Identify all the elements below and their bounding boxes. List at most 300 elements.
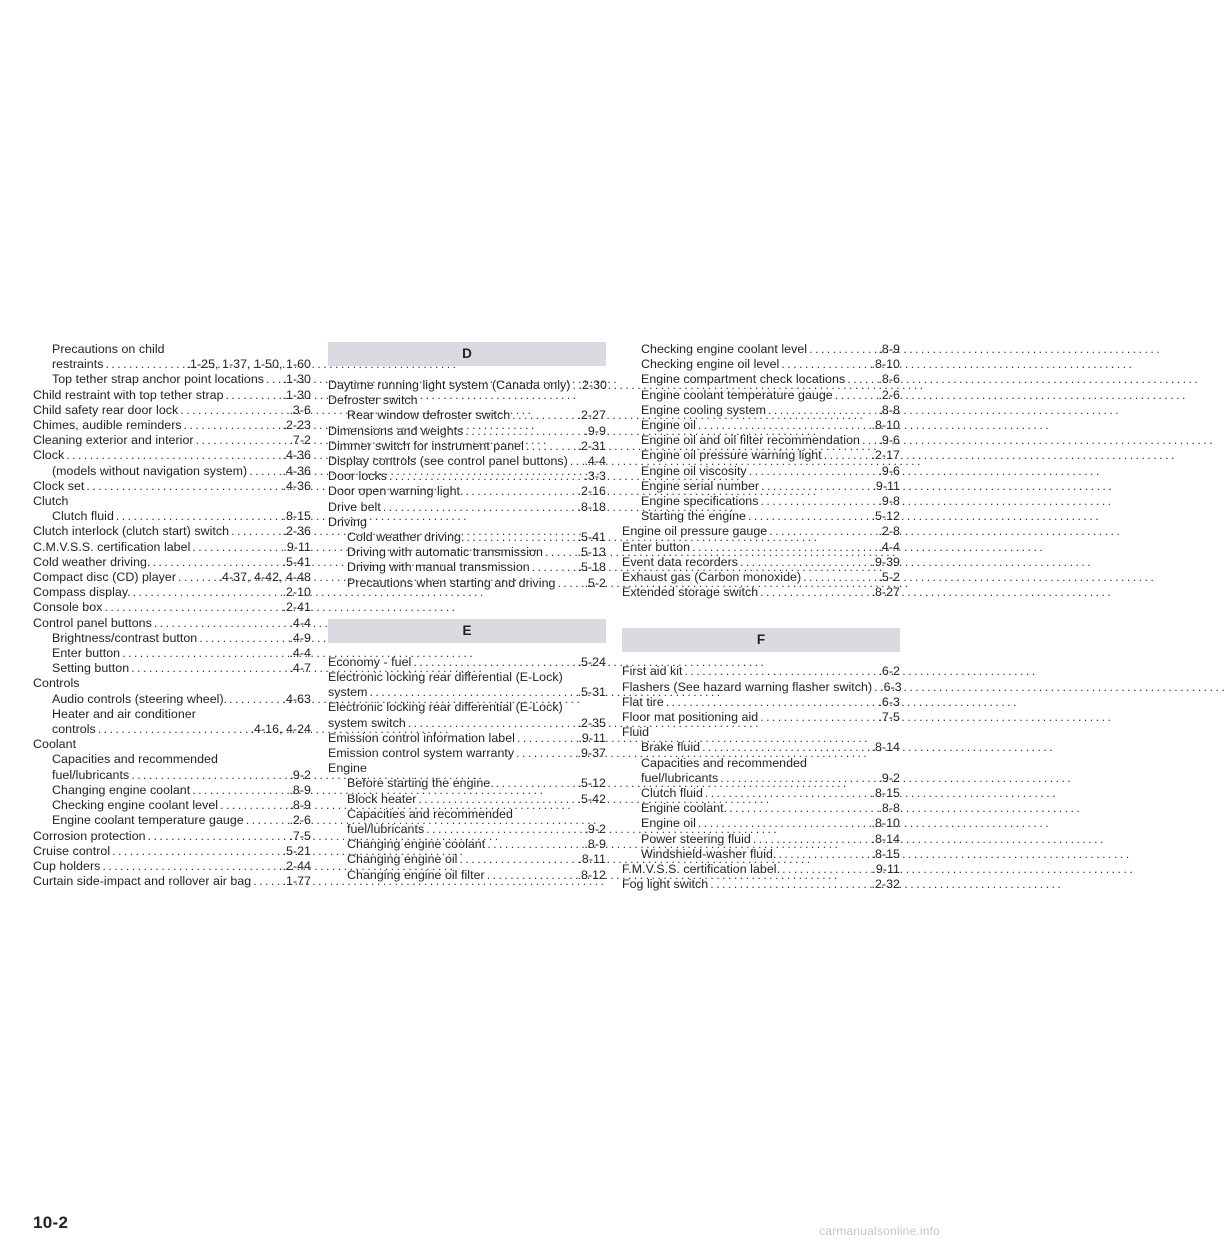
index-entry[interactable] (622, 342, 900, 357)
entry-page-ref[interactable]: .4-4 (289, 646, 311, 661)
dot-leader (244, 813, 290, 828)
entry-text: Compact disc (CD) player (33, 570, 177, 585)
entry-text: Emission control information label (328, 730, 515, 745)
index-entry[interactable] (622, 418, 900, 433)
index-entry[interactable] (33, 357, 311, 372)
entry-page-ref[interactable]: .5-12 (577, 776, 606, 791)
entry-text: Engine serial number (641, 478, 760, 493)
entry-text: First aid kit (622, 664, 683, 679)
index-entry[interactable] (33, 600, 311, 615)
index-entry[interactable] (328, 454, 606, 469)
dot-leader (700, 740, 871, 755)
section-header: F (622, 628, 900, 652)
entry-page-ref[interactable]: .4-9 (289, 630, 311, 645)
entry-page-ref[interactable]: .9-11 (578, 730, 606, 745)
index-entry[interactable] (328, 545, 606, 560)
dot-leader (100, 859, 282, 874)
entry-page-ref[interactable]: .2-41 (282, 600, 311, 615)
dot-leader (696, 418, 872, 433)
entry-page-ref[interactable]: .2-10 (282, 585, 311, 600)
entry-text: Event data recorders (622, 554, 739, 569)
entry-page-ref[interactable]: .1-30 (282, 372, 311, 387)
entry-text: Checking engine coolant level (52, 798, 219, 813)
dot-leader (96, 722, 251, 737)
entry-text: Engine cooling system (641, 402, 767, 417)
index-entry[interactable] (622, 494, 900, 509)
index-entry[interactable] (622, 680, 900, 695)
index-entry[interactable] (328, 378, 606, 393)
entry-page-ref[interactable]: .9-2 (878, 770, 900, 785)
dot-leader (570, 378, 578, 393)
entry-page-ref[interactable]: .8-10 (871, 816, 900, 831)
entry-text: Brake fluid (641, 740, 701, 755)
entry-page-ref[interactable]: .9-6 (878, 433, 900, 448)
index-entry (622, 725, 900, 740)
entry-page-ref[interactable]: .2-17 (871, 448, 900, 463)
dot-leader (683, 664, 879, 679)
index-entry[interactable] (33, 631, 311, 646)
index-entry[interactable] (33, 372, 311, 387)
index-entry[interactable] (33, 570, 311, 585)
index-entry[interactable] (622, 771, 900, 786)
entry-page-ref[interactable]: .8-14 (871, 831, 900, 846)
entry-text: Extended storage switch (622, 585, 759, 600)
entry-text: Chimes, audible reminders (33, 418, 182, 433)
index-entry[interactable] (33, 661, 311, 676)
entry-text: Emission control system warranty (328, 746, 515, 761)
entry-text: Brightness/contrast button (52, 630, 198, 645)
entry-text: Engine oil (641, 816, 696, 831)
index-entry[interactable] (622, 740, 900, 755)
entry-page-ref[interactable]: .8-9 (289, 798, 311, 813)
entry-text: Clock set (33, 478, 85, 493)
dot-leader (381, 500, 578, 515)
entry-text: Electronic locking rear differential (E-Lock) (328, 670, 563, 685)
entry-text: Clutch interlock (clutch start) switch (33, 524, 230, 539)
index-entry[interactable] (328, 484, 606, 499)
index-entry[interactable] (33, 540, 311, 555)
dot-leader (696, 816, 872, 831)
index-entry[interactable] (328, 655, 606, 670)
entry-text: Windshield-washer fluid. (641, 846, 777, 861)
index-entry[interactable] (622, 832, 900, 847)
dot-leader (845, 372, 878, 387)
entry-page-ref[interactable]: .9-6 (878, 463, 900, 478)
dot-leader (727, 801, 878, 816)
entry-page-ref[interactable]: .9-2 (289, 767, 311, 782)
entry-page-ref[interactable]: .9-37 (577, 746, 606, 761)
entry-text: Enter button (622, 539, 691, 554)
index-entry[interactable] (328, 868, 606, 883)
entry-text: Dimensions and weights (328, 423, 464, 438)
index-entry[interactable] (33, 768, 311, 783)
entry-page-ref[interactable]: .9-11 (872, 862, 900, 877)
index-entry[interactable] (33, 448, 311, 463)
dot-leader (494, 776, 578, 791)
dot-leader (368, 685, 578, 700)
entry-text: Checking engine oil level (641, 357, 780, 372)
entry-page-ref[interactable]: .9-11 (283, 539, 311, 554)
index-entry (328, 761, 606, 776)
dot-leader (129, 661, 289, 676)
entry-page-ref[interactable]: .2-44 (282, 858, 311, 873)
entry-page-ref[interactable]: .4-16, 4-24 (250, 722, 311, 737)
dot-leader (218, 798, 289, 813)
dot-leader (178, 403, 289, 418)
entry-text: Fog light switch (622, 877, 709, 892)
index-entry[interactable] (328, 500, 606, 515)
index-entry[interactable] (622, 877, 900, 892)
index-entry[interactable] (33, 722, 311, 737)
entry-text: Console box (33, 600, 103, 615)
index-entry[interactable] (33, 585, 311, 600)
entry-text: Cold weather driving. (33, 554, 151, 569)
entry-text: Engine specifications (641, 494, 759, 509)
entry-text: Capacities and recommended (641, 755, 807, 770)
dot-leader (194, 433, 290, 448)
dot-leader (406, 716, 578, 731)
entry-page-ref[interactable]: .8-10 (871, 418, 900, 433)
entry-page-ref[interactable]: .2-31 (577, 438, 606, 453)
entry-text: Capacities and recommended (347, 806, 513, 821)
entry-page-ref[interactable]: .8-15 (282, 509, 311, 524)
entry-text: Cleaning exterior and interior (33, 433, 194, 448)
index-entry[interactable] (622, 448, 900, 463)
entry-page-ref[interactable]: .9-2 (584, 822, 606, 837)
index-entry[interactable] (33, 692, 311, 707)
entry-text: Coolant (33, 737, 77, 752)
entry-page-ref[interactable]: .7-2 (289, 433, 311, 448)
entry-text: Checking engine coolant level (641, 342, 808, 356)
entry-text: Changing engine coolant (52, 782, 191, 797)
index-entry[interactable] (622, 540, 900, 555)
index-entry[interactable] (33, 479, 311, 494)
dot-leader (485, 837, 584, 852)
section-spacer (622, 600, 900, 628)
entry-page-ref[interactable]: .1-30 (282, 387, 311, 402)
entry-page-ref[interactable]: .2-6 (878, 387, 900, 402)
index-entry[interactable] (622, 710, 900, 725)
dot-leader (860, 433, 878, 448)
index-entry[interactable] (33, 464, 311, 479)
index-entry[interactable] (622, 664, 900, 679)
entry-text: Engine compartment check locations (641, 372, 846, 387)
dot-leader (779, 357, 871, 372)
dot-leader (747, 464, 879, 479)
entry-text: Enter button (52, 646, 121, 661)
entry-page-ref[interactable]: .8-8 (878, 801, 900, 816)
index-entry[interactable] (328, 439, 606, 454)
index-entry[interactable] (622, 816, 900, 831)
index-entry[interactable] (622, 585, 900, 600)
index-entry (33, 494, 311, 509)
dot-leader (751, 832, 872, 847)
entry-page-ref[interactable]: .2-27 (577, 408, 606, 423)
entry-text: Capacities and recommended (52, 752, 218, 767)
entry-page-ref[interactable]: .9-8 (878, 494, 900, 509)
index-entry[interactable] (622, 509, 900, 524)
dot-leader (822, 448, 872, 463)
entry-page-ref[interactable]: .4-36 (282, 463, 311, 478)
page-number: 10-2 (33, 1213, 69, 1232)
entry-text: Setting button (52, 661, 130, 676)
dot-leader (690, 540, 878, 555)
index-entry[interactable] (622, 570, 900, 585)
entry-page-ref[interactable]: .6-3 (880, 679, 902, 694)
index-entry[interactable] (33, 403, 311, 418)
entry-page-ref[interactable]: .4-4 (878, 539, 900, 554)
index-entry[interactable] (328, 746, 606, 761)
dot-leader (110, 844, 282, 859)
index-entry[interactable] (622, 801, 900, 816)
entry-text: C.M.V.S.S. certification label (33, 539, 191, 554)
entry-page-ref[interactable]: .2-23 (282, 418, 311, 433)
entry-page-ref[interactable]: .8-9 (878, 342, 900, 356)
entry-page-ref[interactable]: .7-5 (878, 710, 900, 725)
entry-text: Engine oil viscosity (641, 463, 747, 478)
section-header: D (328, 342, 606, 366)
index-entry[interactable] (328, 424, 606, 439)
index-entry[interactable] (622, 403, 900, 418)
entry-text: Clutch fluid (641, 786, 703, 801)
entry-text: Precautions when starting and driving (347, 575, 556, 590)
index-entry[interactable] (622, 464, 900, 479)
index-entry[interactable] (328, 408, 606, 423)
dot-leader (703, 786, 872, 801)
entry-page-ref[interactable]: .5-41 (282, 554, 311, 569)
index-entry[interactable] (33, 616, 311, 631)
entry-page-ref[interactable]: .2-32 (871, 877, 900, 892)
dot-leader (129, 768, 289, 783)
entry-page-ref[interactable]: .8-11 (578, 852, 606, 867)
dot-leader (190, 783, 289, 798)
entry-text: Changing engine oil (347, 852, 458, 867)
entry-text: Block heater (347, 791, 417, 806)
entry-page-ref[interactable]: .5-24 (577, 654, 606, 669)
entry-page-ref[interactable]: .8-8 (878, 402, 900, 417)
dot-leader (568, 454, 585, 469)
entry-page-ref[interactable]: .8-15 (871, 786, 900, 801)
entry-text: Door open warning light. (328, 484, 464, 499)
index-entry[interactable] (622, 524, 900, 539)
index-entry[interactable] (33, 509, 311, 524)
entry-page-ref[interactable]: .8-14 (871, 740, 900, 755)
entry-page-ref[interactable]: .4-7 (289, 661, 311, 676)
entry-page-ref[interactable]: .4-4 (584, 454, 606, 469)
index-entry[interactable] (328, 852, 606, 867)
entry-page-ref[interactable]: .4-37, 4-42, 4-48 (218, 570, 311, 585)
dot-leader (801, 570, 878, 585)
entry-text: system switch (328, 715, 406, 730)
index-entry[interactable] (328, 716, 606, 731)
dot-leader (758, 710, 878, 725)
entry-text: Electronic locking rear differential (E-Lock) (328, 700, 563, 715)
dot-leader (524, 439, 578, 454)
index-entry[interactable] (33, 798, 311, 813)
entry-page-ref[interactable]: .2-6 (289, 813, 311, 828)
index-entry[interactable] (328, 685, 606, 700)
dot-leader (182, 418, 283, 433)
entry-page-ref[interactable]: .5-21 (282, 843, 311, 858)
entry-page-ref[interactable]: .8-12 (577, 867, 606, 882)
dot-leader (758, 494, 878, 509)
index-entry (328, 393, 606, 408)
entry-page-ref[interactable]: .6-3 (878, 694, 900, 709)
entry-page-ref[interactable]: .3-3 (584, 469, 606, 484)
entry-page-ref[interactable]: .8-9 (289, 782, 311, 797)
entry-text: Changing engine oil filter (347, 867, 485, 882)
entry-page-ref[interactable]: .8-10 (871, 357, 900, 372)
entry-page-ref[interactable]: .8-9 (584, 837, 606, 852)
dot-leader (190, 540, 283, 555)
entry-page-ref[interactable]: .4-36 (282, 448, 311, 463)
index-entry[interactable] (33, 646, 311, 661)
entry-text: controls (52, 722, 96, 737)
index-entry (33, 676, 311, 691)
entry-page-ref[interactable]: .4-36 (282, 478, 311, 493)
entry-page-ref[interactable]: .3-6 (289, 402, 311, 417)
entry-text: Child safety rear door lock (33, 402, 179, 417)
dot-leader (102, 600, 282, 615)
index-entry[interactable] (33, 388, 311, 403)
entry-text: (models without navigation system) (52, 463, 248, 478)
entry-page-ref[interactable]: .2-8 (878, 524, 900, 539)
entry-text: Engine coolant temperature gauge (641, 387, 833, 402)
entry-text: Controls (33, 676, 80, 691)
entry-page-ref[interactable]: .2-30 (578, 378, 607, 392)
entry-page-ref[interactable]: .5-2 (878, 570, 900, 585)
entry-text: Clutch (33, 494, 69, 509)
index-entry[interactable] (33, 844, 311, 859)
index-entry (33, 342, 311, 357)
entry-page-ref[interactable]: .8-18 (577, 499, 606, 514)
entry-text: Corrosion protection (33, 828, 146, 843)
index-entry[interactable] (622, 786, 900, 801)
entry-text: Exhaust gas (Carbon monoxide) (622, 570, 802, 585)
index-entry[interactable] (33, 555, 311, 570)
entry-page-ref[interactable]: .8-27 (871, 585, 900, 600)
entry-text: Economy - fuel (328, 654, 412, 669)
entry-page-ref[interactable]: .8-6 (878, 372, 900, 387)
index-entry[interactable] (328, 560, 606, 575)
index-entry[interactable] (328, 792, 606, 807)
section-spacer (328, 591, 606, 619)
entry-text: Child restraint with top tether strap (33, 387, 224, 402)
index-entry[interactable] (33, 433, 311, 448)
index-entry[interactable] (33, 859, 311, 874)
dot-leader (247, 464, 282, 479)
entry-text: Daytime running light system (Canada only) (328, 378, 571, 392)
entry-page-ref[interactable]: .5-41 (577, 530, 606, 545)
entry-page-ref[interactable]: .2-36 (282, 524, 311, 539)
index-entry[interactable] (33, 874, 311, 889)
dot-leader (64, 448, 282, 463)
index-entry[interactable] (328, 776, 606, 791)
watermark[interactable]: carmanualsonline.info (819, 1224, 940, 1238)
dot-leader (463, 424, 584, 439)
entry-text: Curtain side-impact and rollover air bag (33, 874, 252, 889)
index-entry[interactable] (622, 372, 900, 387)
entry-page-ref[interactable]: .5-12 (871, 509, 900, 524)
entry-page-ref[interactable]: .8-15 (871, 846, 900, 861)
dot-leader (229, 524, 282, 539)
index-entry[interactable] (328, 530, 606, 545)
dot-leader (197, 631, 289, 646)
dot-leader (224, 388, 283, 403)
entry-page-ref[interactable]: .5-2 (584, 575, 606, 590)
index-column-1 (33, 342, 311, 889)
entry-page-ref[interactable]: .5-31 (577, 685, 606, 700)
entry-text: Top tether strap anchor point locations (52, 372, 265, 387)
dot-leader (416, 792, 577, 807)
index-entry[interactable] (328, 469, 606, 484)
index-entry[interactable] (328, 822, 606, 837)
entry-text: Driving with automatic transmission (347, 545, 543, 560)
index-entry[interactable] (622, 695, 900, 710)
index-entry[interactable] (328, 576, 606, 591)
dot-leader (485, 868, 578, 883)
index-entry[interactable] (622, 479, 900, 494)
entry-page-ref[interactable]: .1-25, 1-37, 1-50, 1-60 (186, 357, 311, 372)
entry-text: Engine coolant temperature gauge (52, 813, 244, 828)
index-entry[interactable] (33, 813, 311, 828)
dot-leader (777, 847, 872, 862)
dot-leader (872, 680, 880, 695)
index-entry[interactable] (33, 524, 311, 539)
entry-page-ref[interactable]: .4-63 (282, 691, 311, 706)
index-column-3 (622, 342, 900, 893)
entry-page-ref[interactable]: .6-2 (878, 664, 900, 679)
index-entry[interactable] (622, 357, 900, 372)
index-column-2 (328, 342, 606, 883)
index-entry[interactable] (622, 555, 900, 570)
entry-page-ref[interactable]: .2-16 (577, 484, 606, 499)
index-entry[interactable] (328, 731, 606, 746)
entry-page-ref[interactable]: .5-42 (577, 791, 606, 806)
dot-leader (264, 372, 282, 387)
entry-page-ref[interactable]: .9-11 (872, 478, 900, 493)
dot-leader (708, 877, 871, 892)
index-entry[interactable] (33, 418, 311, 433)
entry-page-ref[interactable]: .7-5 (289, 828, 311, 843)
entry-text: Engine oil (641, 418, 696, 433)
index-entry[interactable] (622, 388, 900, 403)
index-entry[interactable] (33, 783, 311, 798)
entry-text: Heater and air conditioner (52, 706, 196, 721)
index-entry (33, 707, 311, 722)
index-entry[interactable] (622, 847, 900, 862)
index-entry[interactable] (622, 433, 900, 448)
entry-page-ref[interactable]: .4-4 (289, 615, 311, 630)
entry-text: Fluid (622, 725, 650, 740)
entry-text: Engine oil pressure warning light (641, 448, 822, 463)
index-entry[interactable] (622, 862, 900, 877)
entry-page-ref[interactable]: .1-77 (282, 874, 311, 889)
entry-page-ref[interactable]: .5-13 (577, 545, 606, 560)
index-entry[interactable] (33, 829, 311, 844)
entry-text: Engine oil pressure gauge (622, 524, 768, 539)
entry-page-ref[interactable]: .5-18 (577, 560, 606, 575)
entry-text: fuel/lubricants (347, 822, 425, 837)
dot-leader (510, 408, 577, 423)
index-entry[interactable] (328, 837, 606, 852)
entry-page-ref[interactable]: .2-35 (577, 715, 606, 730)
entry-page-ref[interactable]: .9-9 (584, 423, 606, 438)
entry-text: Cruise control (33, 843, 111, 858)
entry-page-ref[interactable]: .9-39 (871, 554, 900, 569)
index-entry (622, 756, 900, 771)
index-entry (328, 700, 606, 715)
